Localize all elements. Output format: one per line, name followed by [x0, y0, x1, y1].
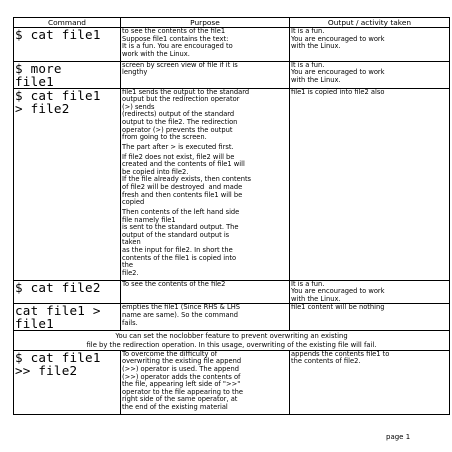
command-cell: cat file1 > file1 [14, 304, 121, 331]
noclobber-note: You can set the noclobber feature to prevent overwriting an existing file by the redirection operation. In this usage, overwriting of the existing file will fail. [14, 331, 450, 350]
purpose-paragraph: file1 sends the output to the standard output but the redirection operator (>) sends (redirects) output of the standard output to the file2. The redirection operator (>) prevents the output from going to the screen. [122, 88, 250, 142]
header-command: Command [14, 18, 121, 28]
command-cell: $ cat file1 [14, 28, 121, 62]
purpose-paragraph: empties the file1 (Since RHS & LHS name are same). So the command fails. [122, 303, 240, 327]
purpose-cell [121, 88, 290, 280]
output-cell: It is a fun. You are encouraged to work with the Linux. [290, 28, 450, 62]
purpose-paragraph: to see the contents of the file1 Suppose file1 contains the text: It is a fun. You are encouraged to work with the Linux. [122, 27, 233, 58]
output-cell: file1 content will be nothing [290, 304, 450, 331]
purpose-paragraph: To see the contents of the file2 [122, 280, 226, 288]
page-number: page 1 [386, 433, 411, 441]
header-purpose: Purpose [121, 18, 290, 28]
table-row [14, 88, 450, 280]
output-cell: It is a fun. You are encouraged to work with the Linux. [290, 280, 450, 304]
purpose-cell [121, 350, 290, 414]
purpose-cell [121, 28, 290, 62]
document-page [13, 17, 440, 415]
header-output: Output / activity taken [290, 18, 450, 28]
table-body [14, 28, 450, 415]
table-row [14, 28, 450, 62]
purpose-paragraph: To overcome the difficulty of overwriting the existing file append (>>) operator is used. The append (>>) operator adds the contents of the file, appearing left side of ">>" operator to the file appearing to the right side of the same operator, at the end of the existing material [122, 350, 243, 411]
purpose-paragraph: The part after > is executed first. [122, 142, 234, 151]
table-row [14, 280, 450, 304]
output-cell: It is a fun. You are encouraged to work with the Linux. [290, 61, 450, 88]
purpose-cell [121, 304, 290, 331]
table-header-row [14, 18, 450, 28]
table-row [14, 61, 450, 88]
output-cell: appends the contents file1 to the contents of file2. [290, 350, 450, 414]
purpose-cell [121, 280, 290, 304]
command-cell: $ more file1 [14, 61, 121, 88]
purpose-cell [121, 61, 290, 88]
command-cell: $ cat file1 > file2 [14, 88, 121, 280]
purpose-paragraph: If file2 does not exist, file2 will be created and the contents of file1 will be copied into file2. If the file already exists, then contents of file2 will be destroyed and made fresh and then contents file1 will be copied [122, 152, 252, 207]
table-row [14, 350, 450, 414]
output-cell: file1 is copied into file2 also [290, 88, 450, 280]
command-cell: $ cat file1 >> file2 [14, 350, 121, 414]
table-row [14, 304, 450, 331]
purpose-paragraph: Then contents of the left hand side file namely file1 is sent to the standard output. The output of the standard output is taken as the input for file2. In short the contents of the file1 is copied into the file2. [122, 208, 240, 277]
note-row [14, 331, 450, 350]
command-cell: $ cat file2 [14, 280, 121, 304]
purpose-paragraph: screen by screen view of file if it is lengthy [122, 61, 238, 77]
commands-table [13, 17, 450, 415]
